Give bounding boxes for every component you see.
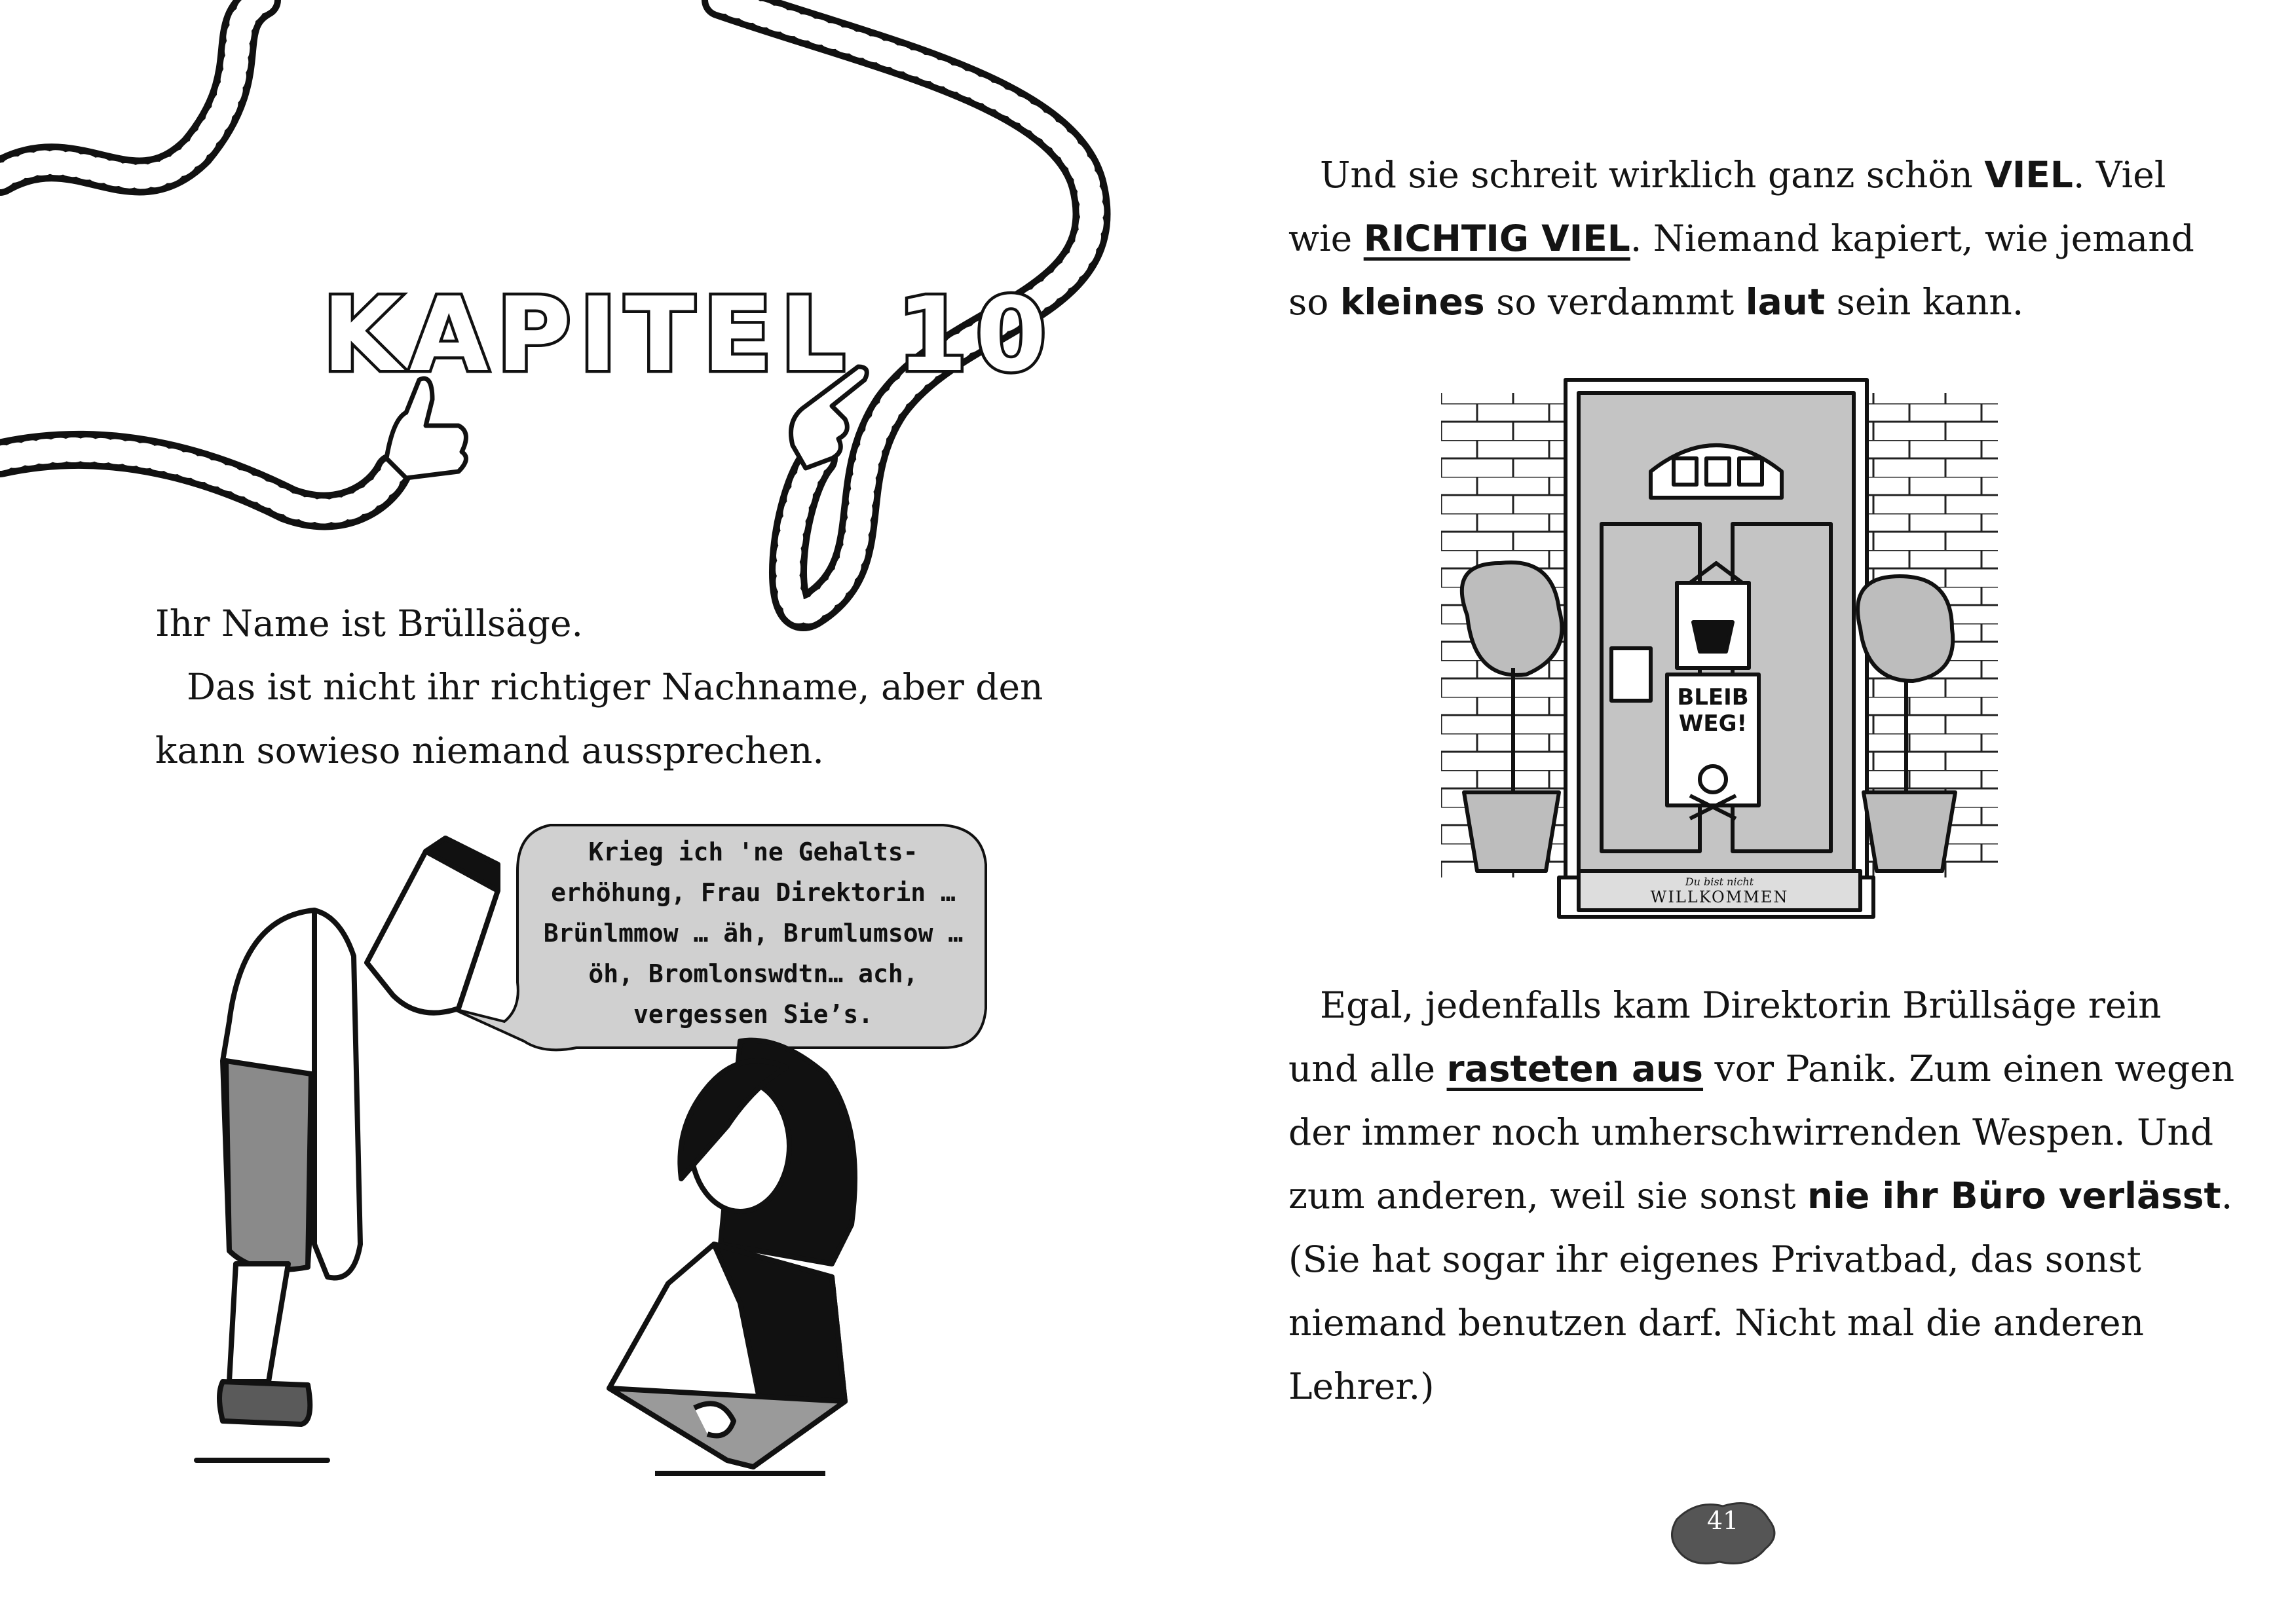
text-run: Und sie schreit wirklich ganz schön [1320, 154, 1985, 196]
text-run: vor Panik. Zum einen wegen [1703, 1048, 2235, 1090]
door-sign [1667, 684, 1759, 737]
text-line [1288, 1175, 2233, 1217]
text-line: Das ist nicht ihr richtiger Nachname, aber den [187, 666, 1043, 708]
emphasis-text: VIEL [1984, 154, 2073, 196]
text-run: . Viel [2073, 154, 2166, 196]
bubble-line: Krieg ich 'ne Gehalts- [588, 838, 918, 866]
door-sign-line: WEG! [1678, 710, 1748, 737]
emphasis-text: RICHTIG VIEL [1363, 217, 1630, 259]
principal-illustration [609, 1041, 855, 1473]
emphasis-text: laut [1745, 281, 1826, 323]
emphasis-text: nie ihr Büro verlässt [1807, 1175, 2221, 1217]
text-line: kann sowieso niemand aussprechen. [155, 729, 824, 771]
doormat-text [1598, 876, 1841, 906]
text-run: wie [1288, 217, 1364, 259]
chapter-heading: KAPITEL 10 [322, 275, 1055, 394]
text-line: Lehrer.) [1288, 1365, 1435, 1407]
text-run: . Niemand kapiert, wie jemand [1630, 217, 2194, 259]
text-line: Egal, jedenfalls kam Direktorin Brüllsäge rein [1320, 984, 2162, 1026]
text-line: (Sie hat sogar ihr eigenes Privatbad, das sonst [1288, 1238, 2141, 1280]
bubble-line: öh, Bromlonswdtn… ach, [588, 959, 918, 988]
doormat-line: WILLKOMMEN [1650, 888, 1789, 906]
door-illustration [1441, 380, 1998, 917]
text-line [1288, 281, 2024, 323]
doormat-line: Du bist nicht [1685, 876, 1754, 888]
page-number: 41 [1706, 1506, 1739, 1535]
bubble-line: Brünlmmow … äh, Brumlumsow … [543, 919, 964, 948]
text-run: so verdammt [1484, 281, 1746, 323]
text-line [1288, 217, 2194, 259]
emphasis-text: kleines [1340, 281, 1485, 323]
text-line: der immer noch umherschwirrenden Wespen. Und [1288, 1111, 2214, 1153]
text-run: und alle [1288, 1048, 1447, 1090]
text-run: sein kann. [1825, 281, 2024, 323]
text-line: niemand benutzen darf. Nicht mal die anderen [1288, 1302, 2145, 1344]
tall-man-illustration [197, 838, 498, 1460]
text-line [1320, 154, 2166, 196]
door-sign-line: BLEIB [1677, 684, 1749, 710]
bubble-line: vergessen Sie’s. [633, 1000, 874, 1029]
text-line: Ihr Name ist Brüllsäge. [155, 602, 583, 644]
text-line [1288, 1048, 2235, 1090]
text-run: so [1288, 281, 1340, 323]
text-run: . [2221, 1175, 2233, 1217]
bubble-line: erhöhung, Frau Direktorin … [551, 878, 956, 907]
text-run: zum anderen, weil sie sonst [1288, 1175, 1807, 1217]
emphasis-text: rasteten aus [1446, 1048, 1704, 1090]
speech-bubble-text [517, 832, 989, 1035]
